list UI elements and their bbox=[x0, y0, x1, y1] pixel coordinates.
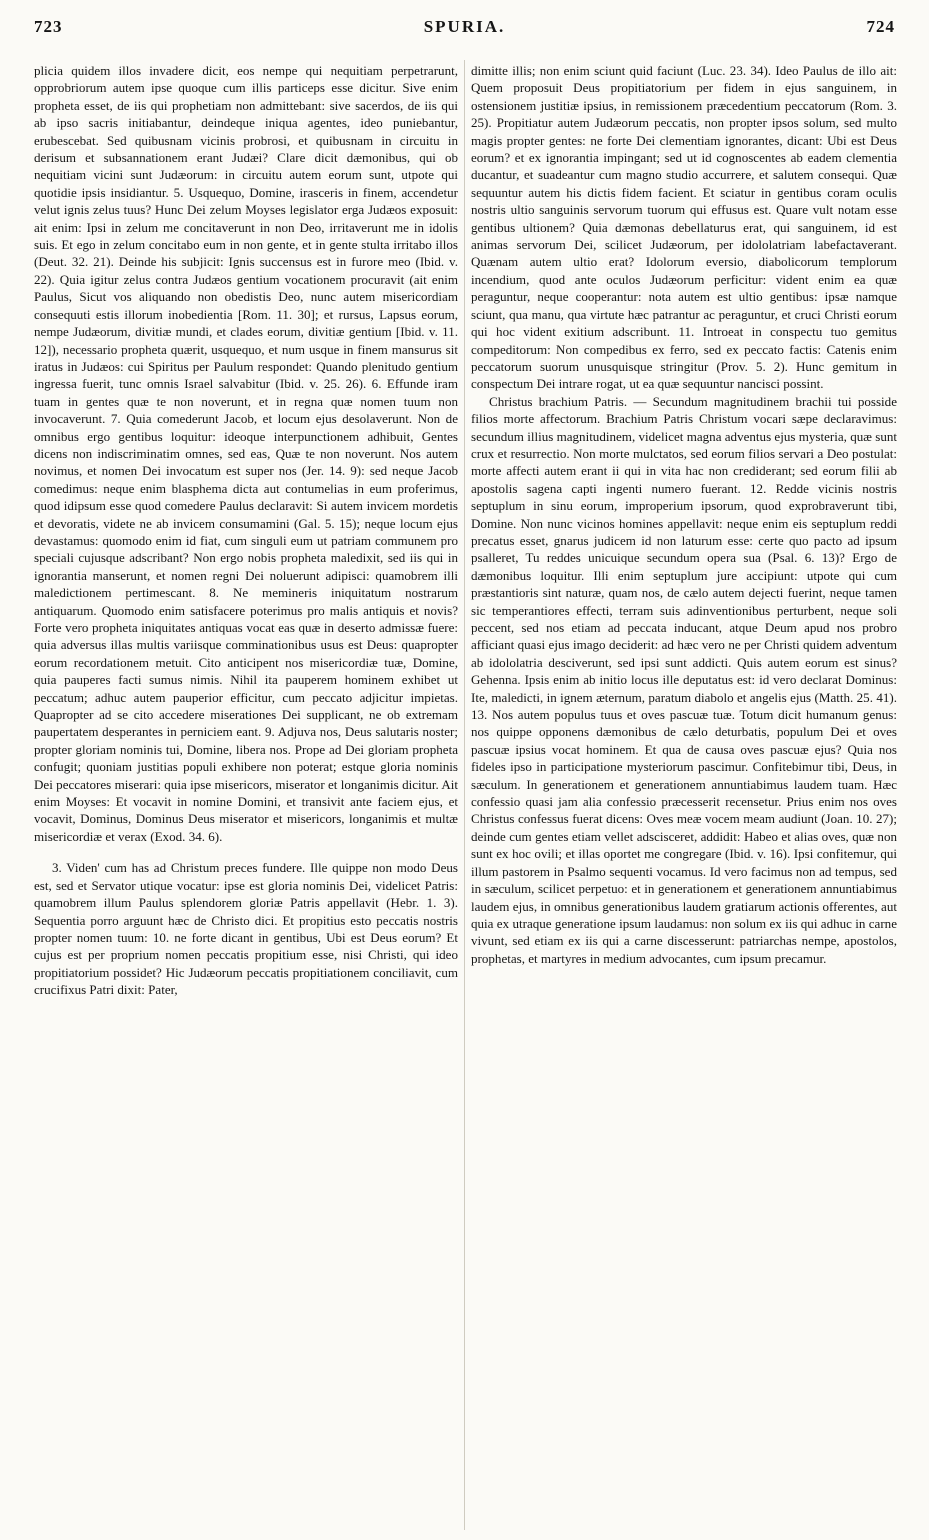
page-header bbox=[34, 14, 895, 40]
column-divider bbox=[464, 60, 465, 1530]
page-number-left: 723 bbox=[34, 17, 63, 36]
right-paragraph-2: Christus brachium Patris. — Secundum magnitudinem brachii tui posside filios morte affectorum. Brachium Patris Christum vocari sæpe declaravimus: secundum illius magnitudinem, videlicet magna adventus ejus mysteria, quæ sunt crux et resurrectio. Non morte mulctatos, sed eorum filios servari a Deo postulat: morte affecti autem erant ii qui in vita hac non crediderant; sed eorum filii ab apostolis sagena capti ingenti numero fuerant. 12. Redde vicinis nostris septuplum in sinu eorum, improperium ipsorum, quod exprobraverunt tibi, Domine. Non nunc vicinos homines appellavit: neque enim eis septuplum reddi precatus esset, gnarus judicem id non laturum esse: certe quo pacto ad ipsum psalleret, Tu reddes unicuique secundum opera sua (Psal. 6. 13)? Ergo de dæmonibus loquitur. Illi enim septuplum jure accipiunt: utpote qui cum præstantioris sint naturæ, quam nos, de cælo autem dejecti fuerint, neque tamen sic temperantiores effecti, terram suis adinventionibus perturbent, neque soli peccent, sed nos etiam ad peccata inducant, atque Deum apud nos probro afficiant quasi ejus imago deciderit: ad hæc vero ne per Christi quidem adventum ab idololatria desciverunt, sed ipsi sunt addicti. Quis autem eorum est sinus? Gehenna. Ipsis enim ab initio locus ille deputatus est: id vero declarat Dominus: Ite, maledicti, in ignem æternum, paratum diabolo et angelis ejus (Matth. 25. 41). 13. Nos autem populus tuus et oves pascuæ tuæ. Totum dicit humanum genus: nos quippe opponens dæmonibus de cælo deturbatis, populum Dei et oves pascuæ ipsius vocat hominem. Et qua de causa oves pascuæ ejus? Quia nos fideles ipso in participatione mysteriorum pascimur. Confitebimur tibi, Deus, in sæculum. In generationem et generationem annuntiabimus laudem tuam. Hæc confessio quasi jam alia confessio præcesserit recensetur. Prius enim nos oves Christus confessus fuerat dicens: Oves meæ vocem meam audiunt (Joan. 10. 27); deinde cum gentes etiam vellet adscisceret, addidit: Habeo et alias oves, quæ non sunt ex hoc ovili; et illas oportet me congregare (Ibid. v. 16). Ipsi confitemur, qui illum pastorem in Psalmo sequenti vocamus. Id vero facimus non ad tempus, sed in sæculum, scilicet perpetuo: et in generationem et generationem annuntiabimus laudem ejus, in omnibus generationibus laudem gratiarum actionis offerentes, aut quia ex utraque generatione ipsum laudamus: non solum ex iis qui adhuc in carne vivunt, sed etiam ex iis qui a carne discesserunt: patriarchas nempe, apostolos, prophetas, et martyres in medium advocantes, cum ipsum precamur. bbox=[471, 393, 897, 966]
left-paragraph-1: plicia quidem illos invadere dicit, eos nempe qui nequitiam perpetrarunt, opprobriorum autem ipse quoque cum illis particeps esse dicitur. Sive enim propheta esset, de iis qui prophetiam non admittebant: sive sacerdos, de iis qui ab ipso sacris initiabantur, deindeque iniqua agentes, ideo puniebantur, erubescebat. Sed quibusnam vicinis probrosi, et quibusnam in circuitu in derisum et subsannationem erant Judæi? Clare dicit dæmonibus, qui ob nequitiam vicini sunt Judæorum: in circuitu autem eorum sunt, utpote qui quotidie ipsis insidiantur. 5. Usquequo, Domine, irasceris in finem, accendetur velut ignis zelus tuus? Hunc Dei zelum Moyses legislator erga Judæos exposuit: ait enim: Ipsi in zelum me concitaverunt in non Deo, irritaverunt me in idolis suis. Et ego in zelum concitabo eum in non gente, et in gente stulta irritabo illos (Deut. 32. 21). Deinde his subjicit: Ignis succensus est in furore meo (Ibid. v. 22). Quia igitur zelus contra Judæos gentium vocationem procuravit (ait enim Paulus, Sicut vos aliquando non obedistis Deo, nunc autem misericordiam consequuti estis illorum inobedientia [Rom. 11. 30]; et rursus, Lapsus eorum, nempe Judæorum, divitiæ mundi, et clades eorum, divitiæ gentium [Ibid. v. 11. 12]), necessario propheta quærit, usquequo, et num usque in finem mansurus sit iratus in Judæos: cui Spiritus per Paulum respondet: Quando plenitudo gentium ingressa fuerit, tunc omnis Israel salvabitur (Ibid. v. 25. 26). 6. Effunde iram tuam in gentes quæ te non noverunt, et in regna quæ nomen tuum non invocaverunt. 7. Quia comederunt Jacob, et locum ejus desolaverunt. Non de omnibus ergo gentibus loquitur: ideoque interpunctionem adhibuit, Gentes dicens non indiscriminatim omnes, sed eas, Quæ te non noverunt. Nos autem novimus, et nomen Dei invocatum est super nos (Jer. 14. 9): sed neque Jacob comedimus: neque enim blasphema dicta aut contumelias in eum proferimus, quod idipsum esse quod comedere Paulus declaravit: Si autem invicem mordetis et devoratis, videte ne ab invicem consumamini (Gal. 5. 15); neque locum ejus devastamus: quomodo enim id fiat, cum singuli eum ut patriam communem pro speciali cujusque adscribant? Non ergo nobis propheta maledixit, sed iis qui in ignorantia manserunt, et nomen regni Dei noluerunt adipisci: quamobrem illi maledictionem pertimescant. 8. Ne memineris iniquitatum nostrarum antiquarum. Quomodo enim satisfacere poterimus pro malis antiquis et novis? Forte vero propheta iniquitates antiquas vocat eas quæ in deserto admissæ fuere: quia adversus illas multis variisque comminationibus usus est Deus: quapropter eorum recordationem metuit. Cito anticipent nos misericordiæ tuæ, Domine, quia pauperes facti sumus nimis. Nihil ita pauperem hominem exhibet ut peccatum; adhuc autem pauperior efficitur, cum peccato adjicitur impietas. Quapropter ad se cito accedere miserationes Dei supplicant, ne ob extremam paupertatem desperantes in perniciem eant. 9. Adjuva nos, Deus salutaris noster; propter gloriam nominis tui, Domine, libera nos. Prope ad Dei gloriam propheta confugit; quoniam justitias populi exhibere non poterat; estque gloria nominis Dei peccatores miserari: quia ipse misericors, miserator et longanimis dicitur. Ait enim Moyses: Et vocavit in nomine Domini, et transivit ante faciem ejus, et vocavit, Dominus, Dominus Deus miserator et misericors, longanimis et multæ misericordiæ et verax (Exod. 34. 6). bbox=[34, 63, 458, 844]
running-title: SPURIA. bbox=[423, 17, 506, 36]
page-number-right: 724 bbox=[866, 17, 895, 36]
left-paragraph-2: 3. Viden' cum has ad Christum preces fundere. Ille quippe non modo Deus est, sed et Servator utique vocatur: ipse est gloria nominis Dei, videlicet Patris: quamobrem illum Paulus splendorem gloriæ Patris appellavit (Hebr. 1. 3). Sequentia porro arguunt hæc de Christo dici. Et propitius esto peccatis nostris propter nomen tuum: 10. ne forte dicant in gentibus, Ubi est Deus eorum? Et cujus est per proprium nomen peccatis propitium esse, nisi Christi, qui ideo propitiatorium possidet? Hic Judæorum peccatis propitiationem conciliavit, cum crucifixus Patri dixit: Pater, bbox=[34, 860, 458, 998]
right-column bbox=[471, 62, 897, 1527]
left-column bbox=[34, 62, 458, 1527]
right-paragraph-1: dimitte illis; non enim sciunt quid faciunt (Luc. 23. 34). Ideo Paulus de illo ait: Quem proposuit Deus propitiatorium per fidem in ejus sanguinem, in ostensionem justitiæ ipsius, in remissionem præcedentium peccatorum (Rom. 3. 25). Propitiatur autem Judæorum peccatis, non propter ipsos solum, sed multo magis propter gentes: ne forte Dei clementiam ignorantes, dicant: Ubi est Deus eorum? et ex ignorantia impingant; sed ut id cognoscentes ab eadem clementia ducantur, et suadeantur cum magno studio accurrere, et salutem consequi. Quæ sequuntur autem his dictis fidem facient. Et sciatur in gentibus coram oculis nostris ultio sanguinis servorum tuorum qui effusus est. Quare vult notam esse gentibus ultionem? Quia dæmonas debellaturus erat, qui sanguinem, id est animas servorum Dei, scilicet Judæorum, per idololatriam labefactaverant. Quænam autem ultio erat? Idolorum eversio, diabolicorum templorum incendium, quod ante oculos Judæorum perficitur: vident enim ea quæ peraguntur, neque cooperantur: nota autem est ultio gentibus: ipsæ namque sciunt, qua manu, qua virtute hæc patrantur ac peraguntur, et cruci Christi eorum qui hoc vident exitium adscribunt. 11. Introeat in conspectu tuo gemitus compeditorum: Non compedibus ex ferro, sed ex peccato factis: Catenis enim peccatorum suorum unusquisque stringitur (Prov. 5. 2). Hunc gemitum in conspectum Dei intrare rogat, ut ea quæ sequuntur nancisci possint. bbox=[471, 63, 897, 392]
